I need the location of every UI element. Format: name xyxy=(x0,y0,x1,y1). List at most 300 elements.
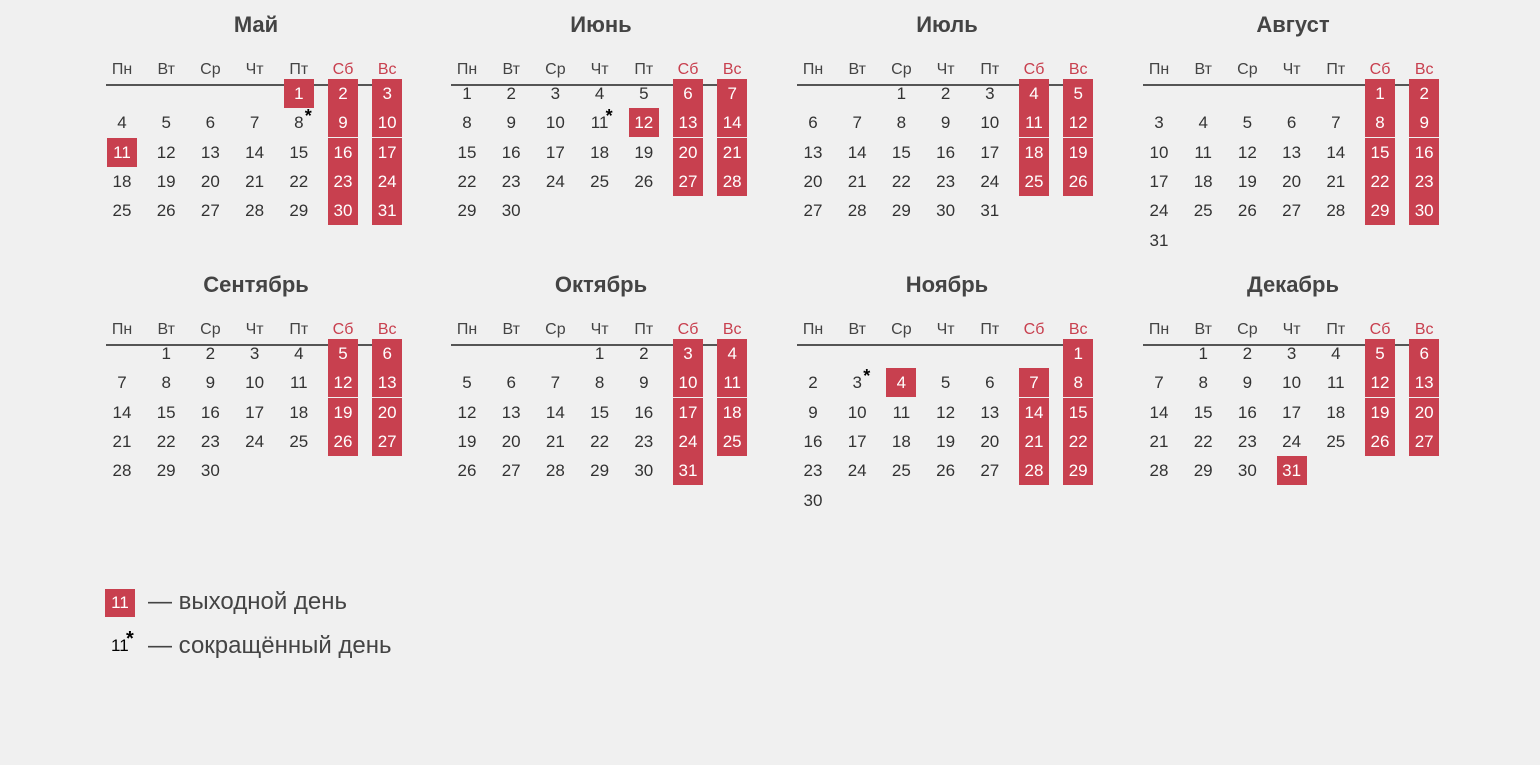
day-cell: 21 xyxy=(545,431,565,451)
day-cell: 23 xyxy=(634,431,654,451)
day-cell: 5 xyxy=(639,84,649,103)
weekday-header: Сб xyxy=(332,321,354,338)
day-cell: 10 xyxy=(847,402,867,422)
weekday-header: Ср xyxy=(1237,61,1258,78)
day-cell: 29 xyxy=(289,201,309,221)
weekday-header: Ср xyxy=(1237,321,1258,338)
weekday-header: Сб xyxy=(1369,61,1391,78)
day-cell: 29 xyxy=(1193,461,1213,481)
day-cell: 28 xyxy=(545,461,565,481)
weekday-header: Ср xyxy=(891,61,912,78)
day-cell: 24 xyxy=(1282,431,1302,451)
day-cell: 20 xyxy=(501,431,521,451)
day-cell: 26 xyxy=(156,201,176,221)
month-title: Сентябрь xyxy=(203,272,309,297)
day-cell: 10 xyxy=(980,113,1000,133)
day-cell: 7 xyxy=(1154,373,1164,393)
day-cell: 25 xyxy=(1193,201,1213,221)
day-cell: 9 xyxy=(506,113,516,133)
day-cell: 8 xyxy=(896,113,907,133)
day-cell-holiday: 26 xyxy=(328,427,358,456)
weekday-header: Ср xyxy=(545,321,566,338)
day-cell: 4 xyxy=(294,344,304,363)
day-cell: 21 xyxy=(1149,431,1169,451)
day-cell-holiday: 31 xyxy=(673,456,703,485)
day-cell: 12 xyxy=(936,402,956,422)
day-cell-holiday: 28 xyxy=(1019,456,1049,485)
day-cell: 1 xyxy=(594,344,605,363)
day-cell-holiday: 30 xyxy=(1409,196,1439,225)
day-cell: 6 xyxy=(506,373,516,393)
day-cell-holiday: 25 xyxy=(717,427,747,456)
weekday-header: Ср xyxy=(200,61,221,78)
weekday-header: Вт xyxy=(848,61,866,78)
day-cell-holiday: 6 xyxy=(673,79,703,108)
weekday-header: Пн xyxy=(111,321,133,338)
day-cell: 26 xyxy=(457,461,477,481)
day-cell: 27 xyxy=(980,461,1000,481)
day-cell: 12 xyxy=(156,142,176,162)
weekday-header: Пт xyxy=(634,61,654,78)
day-cell-holiday: 31 xyxy=(1277,456,1307,485)
weekday-header: Ср xyxy=(200,321,221,338)
day-cell: 6 xyxy=(985,373,995,393)
day-cell: 2 xyxy=(639,344,649,363)
weekday-header: Ср xyxy=(891,321,912,338)
day-cell: 14 xyxy=(847,142,867,162)
day-cell-holiday: 5 xyxy=(328,339,358,368)
month-title: Август xyxy=(1256,12,1330,37)
day-cell-holiday: 19 xyxy=(328,398,358,427)
weekday-header: Чт xyxy=(590,321,609,338)
day-cell: 27 xyxy=(200,201,220,221)
day-cell: 25 xyxy=(891,461,911,481)
day-cell: 11 xyxy=(1194,142,1213,162)
day-cell-holiday: 13 xyxy=(673,108,703,137)
weekday-header: Чт xyxy=(590,61,609,78)
weekday-header: Сб xyxy=(1023,61,1045,78)
day-cell: 21 xyxy=(1326,171,1346,191)
day-cell-holiday: 3 xyxy=(673,339,703,368)
day-cell: 7 xyxy=(1331,113,1341,133)
weekday-header: Сб xyxy=(1369,321,1391,338)
day-cell: 5 xyxy=(161,113,171,133)
day-cell-holiday: 19 xyxy=(1365,398,1395,427)
short-day-star: * xyxy=(863,366,871,387)
day-cell-holiday: 12 xyxy=(629,108,659,137)
day-cell-holiday: 11 xyxy=(1019,108,1049,137)
day-cell: 27 xyxy=(1282,201,1302,221)
weekday-header: Вс xyxy=(377,61,397,78)
day-cell: 24 xyxy=(1149,201,1169,221)
short-day-star: * xyxy=(304,106,312,127)
day-cell-short: 8 * xyxy=(284,108,314,137)
day-cell: 29 xyxy=(590,461,610,481)
day-cell: 6 xyxy=(808,113,818,133)
day-cell: 15 xyxy=(891,142,911,162)
day-cell: 19 xyxy=(156,171,176,191)
day-cell: 28 xyxy=(112,461,132,481)
month-title: Октябрь xyxy=(554,272,648,297)
day-cell: 4 xyxy=(594,84,605,103)
day-cell: 24 xyxy=(245,431,265,451)
weekday-header: Сб xyxy=(332,61,354,78)
day-cell: 21 xyxy=(245,171,265,191)
day-cell: 13 xyxy=(200,142,220,162)
day-cell: 13 xyxy=(803,142,823,162)
day-cell-holiday: 6 xyxy=(1409,339,1439,368)
legend-holiday-text: — выходной день xyxy=(148,588,348,615)
day-cell: 22 xyxy=(156,431,176,451)
weekday-header: Пт xyxy=(1326,321,1346,338)
weekday-header: Пт xyxy=(980,61,1000,78)
weekday-header: Вт xyxy=(502,61,520,78)
weekday-header: Вт xyxy=(502,321,520,338)
day-cell: 24 xyxy=(545,171,565,191)
day-cell: 3 xyxy=(550,84,561,103)
day-cell: 12 xyxy=(457,402,477,422)
day-cell: 21 xyxy=(112,431,132,451)
day-cell: 16 xyxy=(634,402,654,422)
day-cell: 6 xyxy=(1286,113,1297,133)
day-cell-holiday: 8 xyxy=(1063,368,1093,397)
day-cell: 18 xyxy=(590,142,610,162)
day-cell: 8 xyxy=(594,373,605,393)
day-cell-short: 11 * xyxy=(585,108,615,137)
day-cell: 15 xyxy=(156,402,176,422)
day-cell: 19 xyxy=(634,142,654,162)
weekday-header: Вс xyxy=(1414,321,1434,338)
weekday-header: Вт xyxy=(848,321,866,338)
day-cell: 31 xyxy=(980,201,1000,221)
day-cell-holiday: 24 xyxy=(372,167,402,196)
day-cell-holiday: 27 xyxy=(372,427,402,456)
day-cell: 20 xyxy=(200,171,220,191)
day-cell-holiday: 9 xyxy=(328,108,358,137)
day-cell-holiday: 14 xyxy=(717,108,747,137)
day-cell: 5 xyxy=(462,373,472,393)
day-cell-holiday: 27 xyxy=(673,167,703,196)
weekday-header: Чт xyxy=(1282,61,1301,78)
header-rule xyxy=(797,344,1087,346)
day-cell-holiday: 12 xyxy=(328,368,358,397)
day-cell-holiday: 24 xyxy=(673,427,703,456)
day-cell: 25 xyxy=(590,171,610,191)
day-cell: 23 xyxy=(501,171,521,191)
day-cell-holiday: 4 xyxy=(717,339,747,368)
legend-short-sample xyxy=(111,628,134,659)
day-cell: 17 xyxy=(1282,402,1302,422)
day-cell: 8 xyxy=(462,113,472,133)
day-cell: 6 xyxy=(205,113,216,133)
day-cell: 25 xyxy=(1326,431,1346,451)
weekday-header: Чт xyxy=(936,321,955,338)
day-cell: 14 xyxy=(112,402,132,422)
legend-short-number: 11 xyxy=(111,636,129,655)
weekday-header: Пн xyxy=(111,61,133,78)
day-cell: 3 xyxy=(985,84,995,103)
day-cell: 16 xyxy=(1237,402,1257,422)
weekday-header: Сб xyxy=(1023,321,1045,338)
month-title: Ноябрь xyxy=(905,272,989,297)
day-cell-holiday: 26 xyxy=(1365,427,1395,456)
weekday-header: Пт xyxy=(289,321,309,338)
day-cell-holiday: 13 xyxy=(372,368,402,397)
day-cell-holiday: 10 xyxy=(372,108,402,137)
day-cell-holiday: 28 xyxy=(717,167,747,196)
day-cell: 23 xyxy=(200,431,220,451)
day-cell: 31 xyxy=(1149,230,1169,250)
weekday-header: Пн xyxy=(1148,61,1170,78)
month-title: Июль xyxy=(916,12,978,37)
day-cell: 17 xyxy=(1149,171,1169,191)
weekday-header: Пт xyxy=(1326,61,1346,78)
day-cell: 30 xyxy=(803,490,823,510)
day-cell: 1 xyxy=(896,84,907,103)
day-cell-holiday: 22 xyxy=(1365,167,1395,196)
legend-short-star: * xyxy=(126,628,134,650)
day-cell: 18 xyxy=(289,402,309,422)
day-cell: 11 xyxy=(892,402,911,422)
day-cell-holiday: 14 xyxy=(1019,398,1049,427)
day-cell: 22 xyxy=(457,171,477,191)
day-cell-holiday: 11 xyxy=(717,368,747,397)
day-cell-holiday: 4 xyxy=(886,368,916,397)
day-cell-holiday: 5 xyxy=(1365,339,1395,368)
day-cell-holiday: 16 xyxy=(1409,138,1439,167)
day-cell: 19 xyxy=(1237,171,1257,191)
day-cell: 30 xyxy=(936,201,956,221)
weekday-header: Вс xyxy=(1414,61,1434,78)
day-cell: 30 xyxy=(501,201,521,221)
day-cell: 28 xyxy=(847,201,867,221)
day-cell: 2 xyxy=(205,344,216,363)
day-cell: 17 xyxy=(980,142,1000,162)
day-cell-holiday: 1 xyxy=(1365,79,1395,108)
day-cell-holiday: 3 xyxy=(372,79,402,108)
day-cell: 1 xyxy=(462,84,472,103)
day-cell: 16 xyxy=(200,402,220,422)
day-cell: 30 xyxy=(634,461,654,481)
day-cell-holiday: 29 xyxy=(1063,456,1093,485)
day-cell-holiday: 29 xyxy=(1365,196,1395,225)
day-cell-holiday: 2 xyxy=(328,79,358,108)
day-cell-holiday: 23 xyxy=(1409,167,1439,196)
weekday-header: Чт xyxy=(245,321,264,338)
day-cell: 7 xyxy=(249,113,260,133)
day-cell-holiday: 22 xyxy=(1063,427,1093,456)
weekday-header: Вс xyxy=(1068,321,1088,338)
day-cell: 15 xyxy=(289,142,309,162)
day-cell: 20 xyxy=(980,431,1000,451)
day-cell: 7 xyxy=(117,373,127,393)
day-cell-holiday: 7 xyxy=(717,79,747,108)
day-cell-holiday: 15 xyxy=(1063,398,1093,427)
day-cell: 23 xyxy=(803,461,823,481)
day-cell: 2 xyxy=(506,84,516,103)
day-cell: 26 xyxy=(634,171,654,191)
day-cell: 10 xyxy=(1282,373,1302,393)
day-cell-holiday: 9 xyxy=(1409,108,1439,137)
day-cell: 4 xyxy=(1198,113,1208,133)
day-cell-holiday: 21 xyxy=(717,138,747,167)
day-cell: 3 xyxy=(1286,344,1297,363)
day-cell: 26 xyxy=(936,461,956,481)
day-cell: 22 xyxy=(590,431,610,451)
day-cell: 28 xyxy=(1326,201,1346,221)
day-cell: 10 xyxy=(1149,142,1169,162)
day-cell: 26 xyxy=(1237,201,1257,221)
day-cell: 27 xyxy=(803,201,823,221)
weekday-header: Пн xyxy=(456,321,478,338)
day-cell: 16 xyxy=(501,142,521,162)
day-cell: 25 xyxy=(112,201,132,221)
day-cell: 1 xyxy=(161,344,171,363)
weekday-header: Чт xyxy=(1282,321,1301,338)
day-cell: 1 xyxy=(1198,344,1208,363)
day-cell-holiday: 21 xyxy=(1019,427,1049,456)
day-cell: 5 xyxy=(940,373,951,393)
weekday-header: Чт xyxy=(936,61,955,78)
weekday-header: Вс xyxy=(1068,61,1088,78)
day-cell-holiday: 7 xyxy=(1019,368,1049,397)
day-cell: 15 xyxy=(590,402,610,422)
day-cell-holiday: 13 xyxy=(1409,368,1439,397)
day-cell: 9 xyxy=(1242,373,1253,393)
weekday-header: Вт xyxy=(157,61,175,78)
day-cell: 29 xyxy=(891,201,911,221)
day-cell: 18 xyxy=(891,431,911,451)
day-cell: 25 xyxy=(289,431,309,451)
day-cell: 14 xyxy=(1149,402,1169,422)
day-cell: 10 xyxy=(245,373,265,393)
day-cell-holiday: 18 xyxy=(1019,138,1049,167)
day-cell-holiday: 25 xyxy=(1019,167,1049,196)
day-cell: 9 xyxy=(940,113,951,133)
day-cell: 9 xyxy=(808,402,818,422)
weekday-header: Вт xyxy=(1194,321,1212,338)
day-cell: 2 xyxy=(1242,344,1253,363)
day-cell-holiday: 11 xyxy=(107,138,137,167)
day-cell-holiday: 31 xyxy=(372,196,402,225)
weekday-header: Пн xyxy=(1148,321,1170,338)
day-cell: 24 xyxy=(980,171,1000,191)
day-cell: 23 xyxy=(1237,431,1257,451)
day-cell: 3 xyxy=(1154,113,1164,133)
legend-holiday-sample: 11 xyxy=(105,589,135,617)
month-title: Декабрь xyxy=(1247,272,1339,297)
day-cell-holiday: 20 xyxy=(673,138,703,167)
day-cell: 18 xyxy=(1193,171,1213,191)
day-cell: 22 xyxy=(891,171,911,191)
legend-short-text: — сокращённый день xyxy=(148,632,392,659)
day-cell: 11 xyxy=(289,373,308,393)
day-cell-holiday: 6 xyxy=(372,339,402,368)
day-cell-holiday: 26 xyxy=(1063,167,1093,196)
day-cell: 9 xyxy=(639,373,649,393)
day-cell-holiday: 12 xyxy=(1365,368,1395,397)
day-cell-holiday: 5 xyxy=(1063,79,1093,108)
weekday-header: Вс xyxy=(722,61,742,78)
day-cell-holiday: 16 xyxy=(328,138,358,167)
day-cell-holiday: 20 xyxy=(372,398,402,427)
day-cell: 17 xyxy=(245,402,265,422)
day-cell: 20 xyxy=(803,171,823,191)
day-cell: 16 xyxy=(803,431,823,451)
day-cell: 30 xyxy=(1237,461,1257,481)
day-cell-holiday: 18 xyxy=(717,398,747,427)
day-cell: 3 xyxy=(249,344,260,363)
month-title: Май xyxy=(233,12,279,37)
day-cell: 4 xyxy=(1331,344,1341,363)
day-cell-holiday: 8 xyxy=(1365,108,1395,137)
weekday-header: Вс xyxy=(377,321,397,338)
day-cell: 18 xyxy=(112,171,132,191)
day-cell-holiday: 2 xyxy=(1409,79,1439,108)
day-cell: 7 xyxy=(852,113,862,133)
day-cell-holiday: 30 xyxy=(328,196,358,225)
weekday-header: Ср xyxy=(545,61,566,78)
day-cell-holiday: 19 xyxy=(1063,138,1093,167)
day-cell: 11 xyxy=(1326,373,1345,393)
month-title: Июнь xyxy=(570,12,632,37)
day-cell: 15 xyxy=(1193,402,1213,422)
day-cell: 14 xyxy=(545,402,565,422)
day-cell: 22 xyxy=(289,171,309,191)
day-cell: 14 xyxy=(1326,142,1346,162)
day-cell-short: 3 * xyxy=(842,368,872,397)
day-cell: 29 xyxy=(457,201,477,221)
day-cell: 28 xyxy=(1149,461,1169,481)
day-cell: 19 xyxy=(457,431,477,451)
day-cell: 13 xyxy=(1282,142,1302,162)
day-cell-holiday: 20 xyxy=(1409,398,1439,427)
day-cell: 24 xyxy=(847,461,867,481)
weekday-header: Пт xyxy=(634,321,654,338)
day-cell: 28 xyxy=(245,201,265,221)
day-cell-holiday: 17 xyxy=(372,138,402,167)
day-cell: 13 xyxy=(501,402,521,422)
weekday-header: Сб xyxy=(677,61,699,78)
day-cell-holiday: 27 xyxy=(1409,427,1439,456)
weekday-header: Пт xyxy=(980,321,1000,338)
day-cell-holiday: 17 xyxy=(673,398,703,427)
day-cell-holiday: 15 xyxy=(1365,138,1395,167)
day-cell: 21 xyxy=(847,171,867,191)
weekday-header: Вт xyxy=(157,321,175,338)
weekday-header: Чт xyxy=(245,61,264,78)
day-cell-holiday: 12 xyxy=(1063,108,1093,137)
weekday-header: Пн xyxy=(802,61,824,78)
day-cell-holiday: 23 xyxy=(328,167,358,196)
weekday-header: Пн xyxy=(802,321,824,338)
day-cell-holiday: 1 xyxy=(1063,339,1093,368)
day-cell-holiday: 4 xyxy=(1019,79,1049,108)
day-cell: 23 xyxy=(936,171,956,191)
day-cell: 14 xyxy=(245,142,265,162)
day-cell: 5 xyxy=(1242,113,1253,133)
day-cell: 19 xyxy=(936,431,956,451)
day-cell: 17 xyxy=(545,142,565,162)
day-cell: 30 xyxy=(200,461,220,481)
short-day-star: * xyxy=(605,106,613,127)
day-cell: 29 xyxy=(156,461,176,481)
day-cell: 9 xyxy=(205,373,216,393)
day-cell: 10 xyxy=(545,113,565,133)
day-cell: 13 xyxy=(980,402,1000,422)
day-cell: 27 xyxy=(501,461,521,481)
day-cell: 2 xyxy=(808,373,818,393)
